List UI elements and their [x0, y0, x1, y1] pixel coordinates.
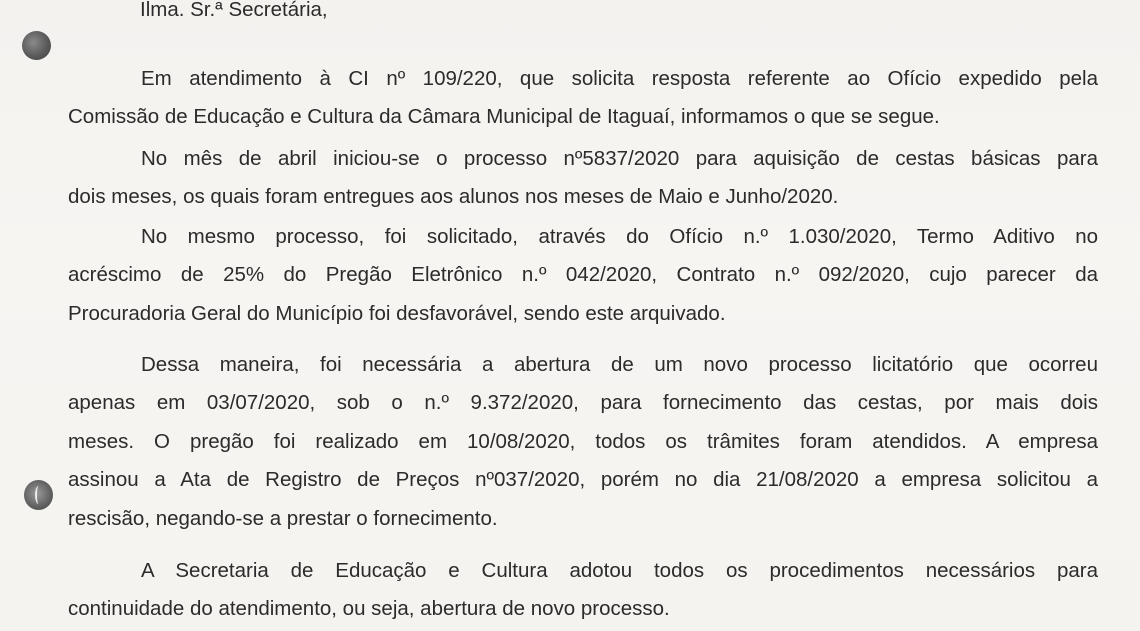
- paragraph-3-line-3: Procuradoria Geral do Município foi desfavorável, sendo este arquivado.: [68, 301, 726, 325]
- paragraph-5: [68, 552, 1098, 629]
- paragraph-1-line-1: Em atendimento à CI nº 109/220, que solicita resposta referente ao Ofício expedido pela: [141, 67, 1098, 90]
- paragraph-2-line-2: dois meses, os quais foram entregues aos alunos nos meses de Maio e Junho/2020.: [68, 185, 839, 209]
- paragraph-4-line-3: meses. O pregão foi realizado em 10/08/2020, todos os trâmites foram atendidos. A empresa: [68, 429, 1098, 453]
- paragraph-4-line-2: apenas em 03/07/2020, sob o n.º 9.372/2020, para fornecimento das cestas, por mais dois: [68, 391, 1098, 415]
- paragraph-3-line-2: acréscimo de 25% do Pregão Eletrônico n.º 042/2020, Contrato n.º 092/2020, cujo parecer da: [68, 263, 1098, 287]
- salutation: Ilma. Sr.ª Secretária,: [140, 0, 328, 21]
- paragraph-4-line-5: rescisão, negando-se a prestar o fornecimento.: [68, 506, 498, 530]
- paragraph-4-line-1: Dessa maneira, foi necessária a abertura de um novo processo licitatório que ocorreu: [141, 353, 1098, 376]
- paragraph-2-line-1: No mês de abril iniciou-se o processo nº5837/2020 para aquisição de cestas básicas para: [141, 147, 1098, 170]
- paragraph-4: [68, 346, 1098, 538]
- punch-hole-top: [22, 31, 51, 60]
- paragraph-4-line-4: assinou a Ata de Registro de Preços nº037/2020, porém no dia 21/08/2020 a empresa solicitou a: [68, 468, 1098, 492]
- paragraph-1: [68, 60, 1098, 137]
- paragraph-3: [68, 218, 1098, 333]
- paragraph-1-line-2: Comissão de Educação e Cultura da Câmara Municipal de Itaguaí, informamos o que se segue.: [68, 105, 940, 129]
- paragraph-3-line-1: No mesmo processo, foi solicitado, através do Ofício n.º 1.030/2020, Termo Aditivo no: [141, 225, 1098, 248]
- paragraph-2: [68, 140, 1098, 217]
- punch-hole-bottom: [24, 480, 53, 510]
- paragraph-5-line-1: A Secretaria de Educação e Cultura adotou todos os procedimentos necessários para: [141, 559, 1098, 582]
- paragraph-5-line-2: continuidade do atendimento, ou seja, abertura de novo processo.: [68, 597, 670, 621]
